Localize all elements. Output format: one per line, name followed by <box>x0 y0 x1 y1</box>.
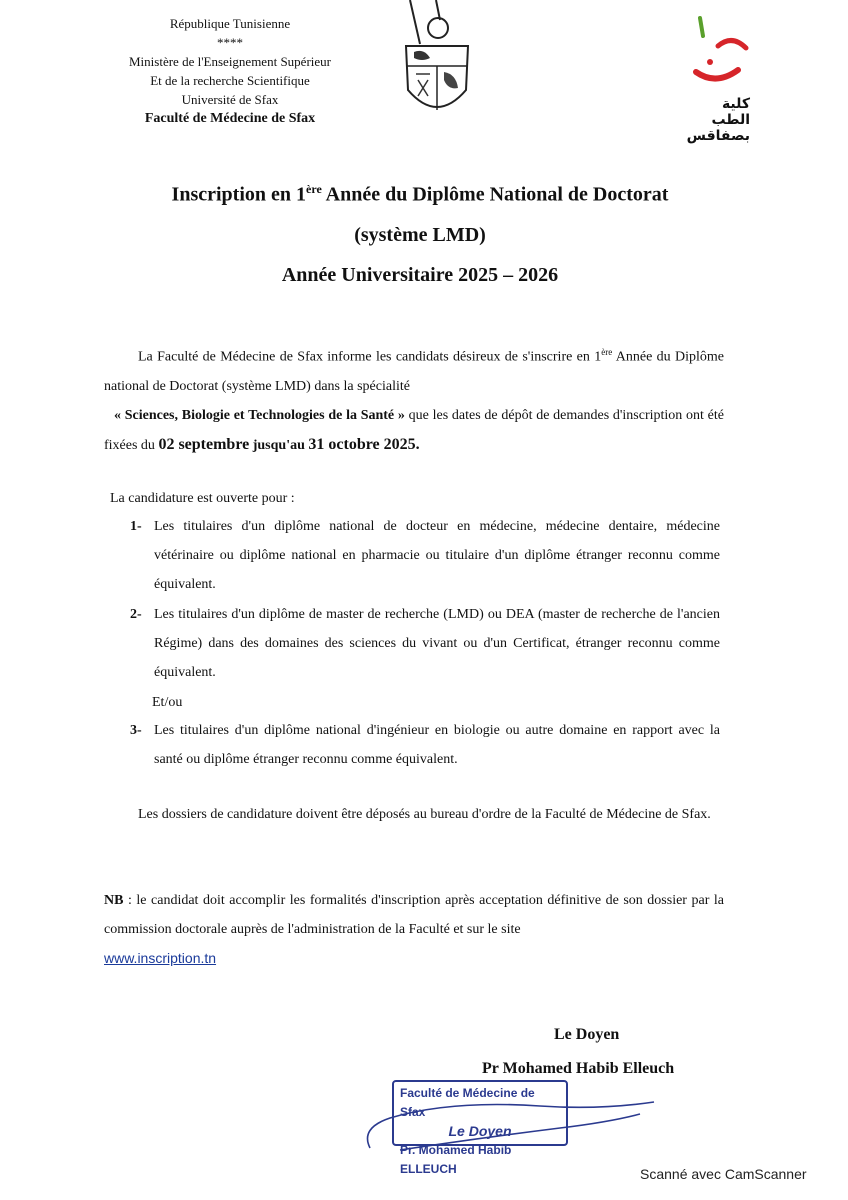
logo-text-line: كلية <box>721 96 750 112</box>
list-text: Les titulaires d'un diplôme national d'ingénieur en biologie ou autre domaine en rapport avec la santé ou diplôme étranger reconnu comme équivalent. <box>154 723 720 767</box>
signature-role: Le Doyen <box>554 1026 620 1043</box>
list-text: Les titulaires d'un diplôme national de docteur en médecine, médecine dentaire, médecine vétérinaire ou diplôme national en pharmacie ou titulaire d'un diplôme étranger reconnu comme équivalent. <box>154 519 720 592</box>
title-text: Inscription en 1 <box>171 183 307 206</box>
signature-scribble-icon <box>360 1088 660 1158</box>
connector-text: Et/ou <box>152 695 183 710</box>
stamp-line: Pr. Mohamed Habib ELLEUCH <box>400 1143 512 1176</box>
list-number: 1- <box>130 519 142 534</box>
eligibility-lead: La candidature est ouverte pour : <box>110 491 295 506</box>
intro-text: jusqu'au <box>249 437 309 453</box>
faculty-logo-text <box>660 96 750 144</box>
coat-of-arms-icon <box>400 0 474 124</box>
date-end: 31 octobre 2025. <box>308 435 420 453</box>
faculty-logo-icon <box>660 12 750 92</box>
title-superscript: ère <box>306 182 322 196</box>
signature-name: Pr Mohamed Habib Elleuch <box>482 1060 675 1077</box>
inscription-link[interactable]: www.inscription.tn <box>104 950 217 966</box>
intro-text: que les dates de dépôt de demandes d'inscription ont été fixées du <box>104 407 724 453</box>
submission-text: Les dossiers de candidature doivent être déposés au bureau d'ordre de la Faculté de Médecine de Sfax. <box>138 807 711 822</box>
header-line: Ministère de l'Enseignement Supérieur <box>129 54 331 69</box>
submission-paragraph <box>104 800 724 829</box>
list-text: Les titulaires d'un diplôme de master de recherche (LMD) ou DEA (master de recherche de l'ancien Régime) dans des domaines des sciences du vivant ou d'un Certificat, étranger reconnu comme équivalent. <box>154 607 720 680</box>
note-label: NB <box>104 893 124 908</box>
institution-header <box>80 14 380 128</box>
intro-text: La Faculté de Médecine de Sfax informe les candidats désireux de s'inscrire en 1 <box>138 349 602 365</box>
intro-paragraph <box>104 338 724 460</box>
list-number: 2- <box>130 607 142 622</box>
logo-text-line: الطب <box>711 112 750 128</box>
stamp-line: Faculté de Médecine de Sfax <box>400 1086 535 1119</box>
note-paragraph <box>104 886 724 974</box>
intro-superscript: ère <box>601 347 613 357</box>
academic-year: Année Universitaire 2025 – 2026 <box>281 264 559 286</box>
document-title <box>80 182 760 207</box>
logo-text-line: بصفاقس <box>686 128 750 144</box>
list-number: 3- <box>130 723 142 738</box>
header-line-faculty: Faculté de Médecine de Sfax <box>144 111 316 126</box>
header-line: Et de la recherche Scientifique <box>150 73 310 88</box>
faculty-logo <box>660 12 750 142</box>
header-line: Université de Sfax <box>181 92 279 107</box>
list-item <box>130 600 720 687</box>
note-text: : le candidat doit accomplir les formalités d'inscription après acceptation définitive de son dossier par la commission doctorale auprès de l'administration de la Faculté et sur le site <box>104 893 724 937</box>
scanner-watermark: Scanné avec CamScanner <box>640 1166 807 1182</box>
intro-text: Année du Diplôme national de Doctorat (système LMD) dans la spécialité <box>104 349 724 394</box>
title-text: Année du Diplôme National de Doctorat <box>321 183 669 206</box>
date-start: 02 septembre <box>158 435 250 453</box>
stamp-line: Le Doyen <box>448 1123 512 1139</box>
list-item <box>130 716 720 774</box>
specialty-name: « Sciences, Biologie et Technologies de la Santé » <box>114 407 405 423</box>
header-line: **** <box>217 35 243 50</box>
header-line: République Tunisienne <box>169 16 291 31</box>
document-subtitle: (système LMD) <box>354 224 486 246</box>
list-item <box>130 512 720 599</box>
